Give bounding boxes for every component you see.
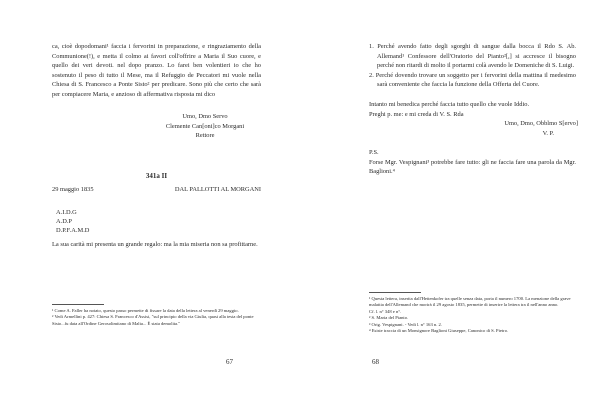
footnotes	[52, 308, 261, 327]
closing-line: Rettore	[195, 132, 215, 140]
initials-line: A.D.P	[56, 218, 72, 225]
closing-line: Clemente Can[oni]co Morgani	[165, 122, 245, 130]
list-item: 2. Perché dovendo trovare un soggetto per i fervorini della mattina il medesimo sarà conveniente che faccia la funzione della Offerta del Cuore.	[369, 71, 576, 89]
footnote: ¹ Come A. Faller ha notato, questo passo permette di fissare la data della lettera al venerdì 29 maggio.	[52, 308, 239, 313]
numbered-list	[369, 42, 576, 90]
letter-initials	[56, 208, 89, 235]
footnote: ² S. Maria del Pianto.	[369, 315, 409, 321]
letter-closing	[150, 112, 260, 141]
initials-line: A.I.D.G	[56, 209, 77, 216]
sign-line: Umo, Dmo, Obblmo S[ervo]	[504, 120, 578, 127]
letter-continuation: ca, cioè dopodomani¹ faccia i fervorini in preparazione, e ringraziamento della Communione(!), e metta il colmo ai favori coll'offrire a Maria il Suo cuore, e quello dei veri devoti. nel dopo pranzo. Lo farei ben volentieri io che ho sostenuto il peso di tutto il Mese, ma il Refuggio de Peccatori mi vuole nella Chiesa di S. Francesco a Ponte Sisto² per predicare. Sono più che certo che sarà per compiacere Maria, e anzioso di affermativa risposta mi dico	[52, 43, 261, 98]
footnote: Cf. l. n° 348 e n°.	[369, 308, 402, 314]
letter-body: La sua carità mi presenta un grande regalo: ma la mia miseria non sa profittarne.	[52, 241, 258, 248]
initials-line: D.P.F.A.M.D	[56, 227, 90, 234]
page-number: 67	[226, 358, 233, 366]
footnote-rule	[52, 304, 104, 305]
list-item: 1. Perché avendo fatto degli sgorghi di sangue dalla bocca il Rdo S. Ab. Allemand¹ Confessore dell'Oratorio del Pianto²[,] si accresce il bisogno perché non ritardi di molto il portarmi colà avendo le Domeniche di S. Luigi.	[369, 43, 576, 70]
footnote: ³ Orig. Vespignani. - Vedi l. n° 163 n. 2.	[369, 321, 442, 327]
closing-line: Umo, Dmo Servo	[182, 113, 228, 120]
signature: V. P.	[542, 129, 554, 137]
signature-block	[460, 119, 578, 138]
footnote: ⁴ Esiste traccia di un Monsignore Baglioni Giuseppe, Canonico di S. Pietro.	[369, 328, 509, 334]
postscript	[369, 148, 576, 177]
ps-text: Forse Mgr. Vespignani³ potrebbe fare tutto: gli ne faccia fare una parola da Mgr. Baglioni.⁴	[369, 158, 576, 176]
letter-date: 29 maggio 1835	[52, 186, 94, 193]
letter-number: 341a II	[145, 172, 168, 180]
closing-block	[369, 100, 576, 119]
footnote-rule	[369, 292, 421, 293]
blessing-line: Intanto mi benedica perché faccia tutto quello che vuole Iddio.	[369, 101, 530, 108]
ps-label: P.S.	[369, 149, 379, 156]
prayer-line: Preghi p. me: e mi creda di V. S. Rda	[369, 110, 464, 118]
page-number: 68	[372, 358, 379, 366]
footnotes	[369, 296, 576, 334]
footnote: ¹ Questa lettera, inserita dall'Hettenkofer tra quelle senza data, porta il numero 1700. La menzione della grave malattia dell'Allemand che morirà il 29 agosto 1835, permette di inserire la lettera tra il nell'anno anno.	[369, 296, 571, 308]
right-page	[300, 0, 600, 414]
footnote: ² Vedi Armellini p. 427: Chiesa S. Francesco d'Assisi, "sul principio della via Giulia, quasi alla testa del ponte Sisto...fu data all'Ordine Gerosolimitano di Malta... È stata demolita."	[52, 314, 254, 326]
letter-header: DAL PALLOTTI AL MORGANI	[174, 186, 261, 193]
